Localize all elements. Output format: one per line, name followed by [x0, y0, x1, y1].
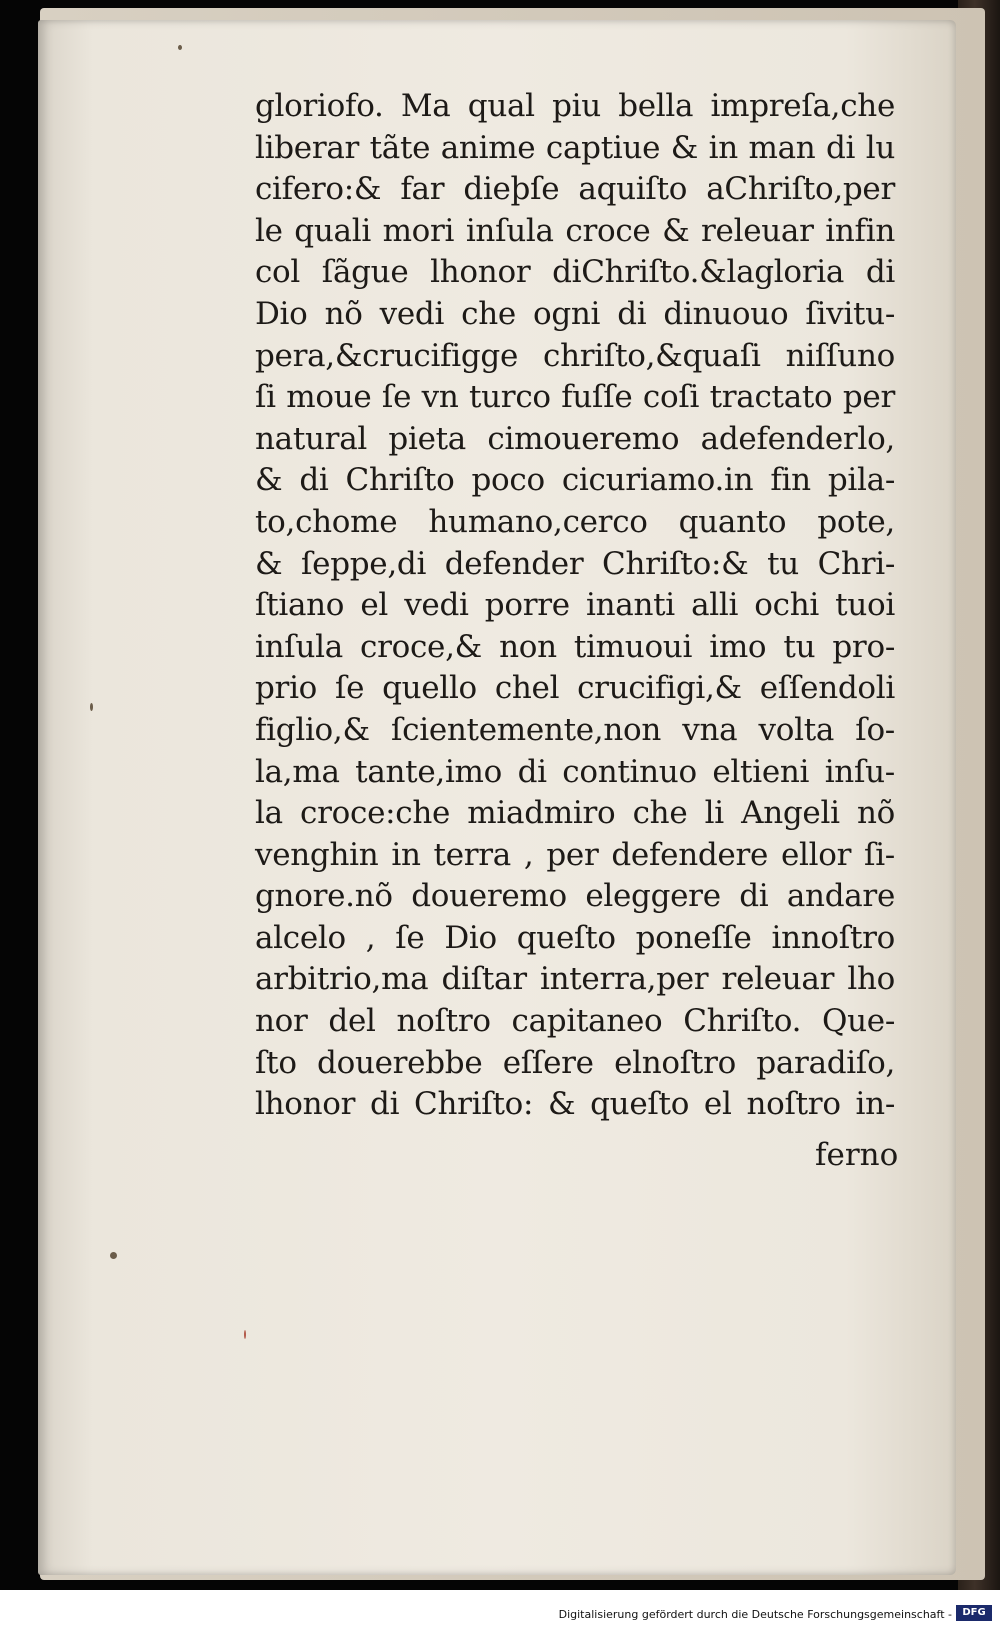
text-line: prio ſe quello chel crucifigi,& eſſendoli — [255, 670, 895, 707]
text-line: la croce:che miadmiro che li Angeli nõ — [255, 795, 895, 832]
text-line: ſi moue ſe vn turco fuſſe coſi tractato per — [255, 379, 895, 416]
funding-credit: Digitalisierung gefördert durch die Deutsche Forschungsgemeinschaft - — [558, 1608, 952, 1621]
paper-speck — [178, 45, 182, 50]
text-line: le quali mori inſula croce & releuar infin — [255, 212, 895, 249]
text-line: la,ma tante,imo di continuo eltieni inſu- — [255, 753, 895, 790]
text-line: Dio nõ vedi che ogni di dinuouo ſivitu- — [255, 295, 895, 332]
paper-speck — [244, 1330, 246, 1339]
text-line: col ſãgue lhonor diChriſto.&lagloria di — [255, 254, 895, 291]
text-line: alcelo , ſe Dio queſto poneſſe innoſtro — [255, 919, 895, 956]
text-line: natural pieta cimoueremo adefenderlo, — [255, 420, 895, 457]
text-line: ſtiano el vedi porre inanti alli ochi tuoi — [255, 587, 895, 624]
text-line: liberar tãte anime captiue & in man di lu — [255, 129, 895, 166]
text-line: gloriofo. Ma qual piu bella impreſa,che — [255, 88, 895, 124]
text-line: gnore.nõ doueremo eleggere di andare — [255, 878, 895, 915]
body-text — [255, 86, 895, 1126]
text-line: lhonor di Chriſto: & queſto el noſtro in- — [255, 1086, 895, 1123]
text-line: figlio,& ſcientemente,non vna volta ſo- — [255, 711, 895, 748]
text-line: ſto douerebbe eſſere elnoſtro paradiſo, — [255, 1044, 895, 1081]
text-line: to,chome humano,cerco quanto pote, — [255, 503, 895, 540]
paper-speck — [90, 703, 93, 711]
paper-speck — [110, 1252, 117, 1259]
text-line: venghin in terra , per defendere ellor ſi- — [255, 836, 895, 873]
text-line: cifero:& far dieþſe aquiſto aChriſto,per — [255, 171, 895, 208]
text-line: & ſeppe,di defender Chriſto:& tu Chri- — [255, 545, 895, 582]
text-line: nor del noſtro capitaneo Chriſto. Que- — [255, 1003, 895, 1040]
catchword: ferno — [815, 1137, 899, 1173]
text-line: pera,&crucifigge chriſto,&quaſi niſſuno — [255, 337, 895, 374]
text-line: & di Chriſto poco cicuriamo.in fin pila- — [255, 462, 895, 499]
text-line: arbitrio,ma diſtar interra,per releuar lho — [255, 961, 895, 998]
text-line: inſula croce,& non timuoui imo tu pro- — [255, 628, 895, 665]
dfg-logo: DFG — [956, 1605, 992, 1621]
